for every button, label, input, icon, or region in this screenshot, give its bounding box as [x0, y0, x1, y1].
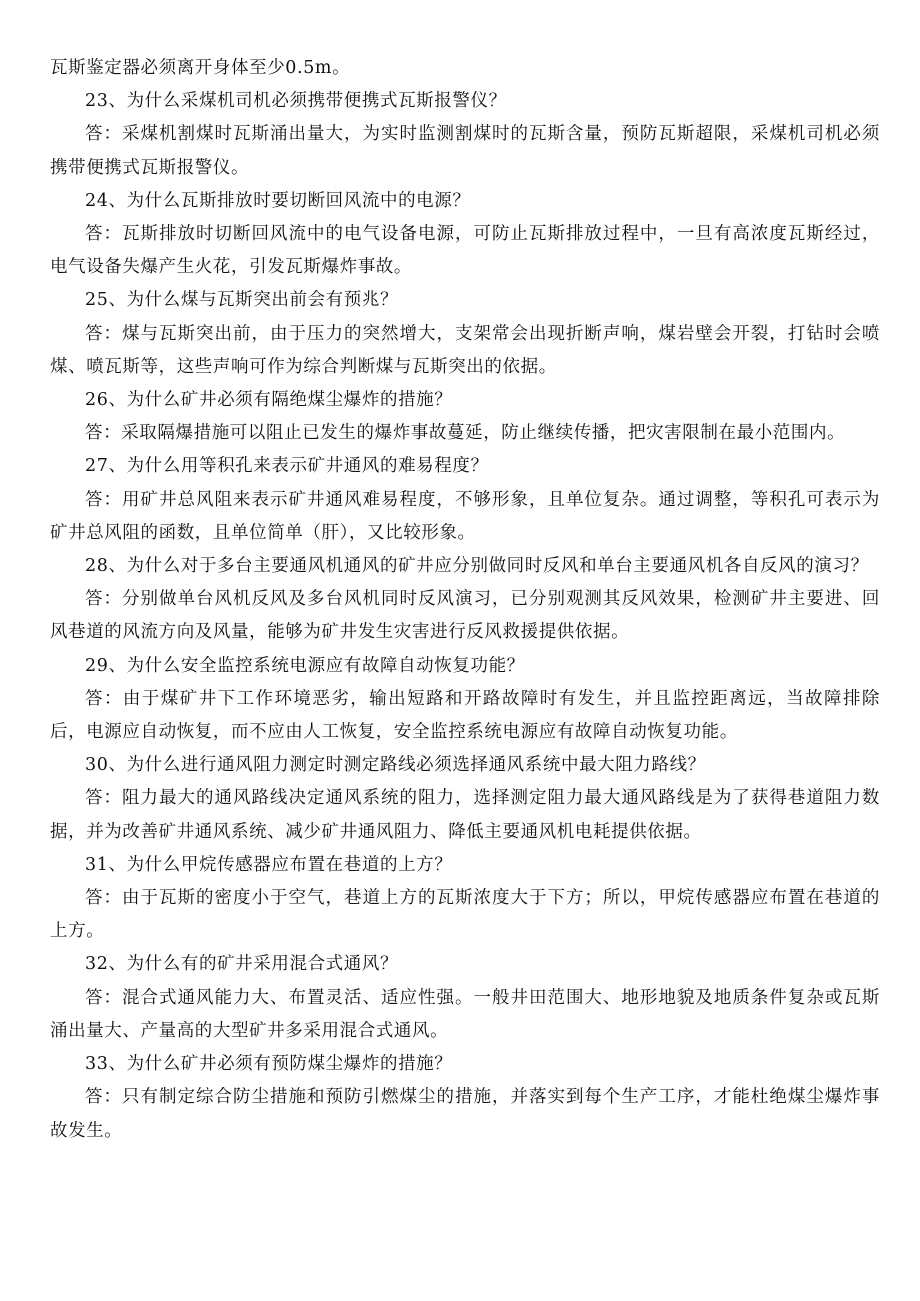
question-28: 28、为什么对于多台主要通风机通风的矿井应分别做同时反风和单台主要通风机各自反风的演习？	[85, 556, 869, 577]
answer-30: 答：阻力最大的通风路线决定通风系统的阻力，选择测定阻力最大通风路线是为了获得巷道阻力数据，并为改善矿井通风系统、减少矿井通风阻力、降低主要通风机电耗提供依据。	[50, 788, 880, 842]
question-30: 30、为什么进行通风阻力测定时测定路线必须选择通风系统中最大阻力路线？	[85, 755, 706, 776]
answer-26: 答：采取隔爆措施可以阻止已发生的爆炸事故蔓延，防止继续传播，把灾害限制在最小范围内。	[85, 423, 846, 444]
question-31: 31、为什么甲烷传感器应布置在巷道的上方？	[85, 854, 453, 875]
answer-25: 答：煤与瓦斯突出前，由于压力的突然增大，支架常会出现折断声响，煤岩壁会开裂，打钻时会喷煤、喷瓦斯等，这些声响可作为综合判断煤与瓦斯突出的依据。	[50, 323, 880, 377]
answer-31: 答：由于瓦斯的密度小于空气，巷道上方的瓦斯浓度大于下方；所以，甲烷传感器应布置在巷道的上方。	[50, 888, 880, 942]
answer-33: 答：只有制定综合防尘措施和预防引燃煤尘的措施，并落实到每个生产工序，才能杜绝煤尘爆炸事故发生。	[50, 1087, 880, 1141]
question-29: 29、为什么安全监控系统电源应有故障自动恢复功能？	[85, 655, 525, 676]
question-26: 26、为什么矿井必须有隔绝煤尘爆炸的措施？	[85, 390, 453, 411]
answer-27: 答：用矿井总风阻来表示矿井通风难易程度，不够形象，且单位复杂。通过调整，等积孔可表示为矿井总风阻的函数，且单位简单（肝），又比较形象。	[50, 489, 880, 543]
question-24: 24、为什么瓦斯排放时要切断回风流中的电源？	[85, 190, 471, 211]
question-33: 33、为什么矿井必须有预防煤尘爆炸的措施？	[85, 1054, 453, 1075]
continuation-paragraph: 瓦斯鉴定器必须离开身体至少0.5m。	[50, 58, 351, 78]
question-32: 32、为什么有的矿井采用混合式通风？	[85, 954, 399, 975]
question-27: 27、为什么用等积孔来表示矿井通风的难易程度？	[85, 456, 489, 477]
answer-23: 答：采煤机割煤时瓦斯涌出量大，为实时监测割煤时的瓦斯含量，预防瓦斯超限，采煤机司机必须携带便携式瓦斯报警仪。	[50, 124, 880, 178]
answer-29: 答：由于煤矿井下工作环境恶劣，输出短路和开路故障时有发生，并且监控距离远，当故障排除后，电源应自动恢复，而不应由人工恢复，安全监控系统电源应有故障自动恢复功能。	[50, 688, 880, 743]
document-page	[50, 52, 880, 1148]
question-23: 23、为什么采煤机司机必须携带便携式瓦斯报警仪？	[85, 91, 507, 112]
answer-24: 答：瓦斯排放时切断回风流中的电气设备电源，可防止瓦斯排放过程中，一旦有高浓度瓦斯经过，电气设备失爆产生火花，引发瓦斯爆炸事故。	[50, 224, 880, 278]
question-25: 25、为什么煤与瓦斯突出前会有预兆？	[85, 290, 399, 311]
answer-28: 答：分别做单台风机反风及多台风机同时反风演习，已分别观测其反风效果，检测矿井主要进、回风巷道的风流方向及风量，能够为矿井发生灾害进行反风救援提供依据。	[50, 589, 880, 643]
answer-32: 答：混合式通风能力大、布置灵活、适应性强。一般井田范围大、地形地貌及地质条件复杂或瓦斯涌出量大、产量高的大型矿井多采用混合式通风。	[50, 987, 880, 1041]
